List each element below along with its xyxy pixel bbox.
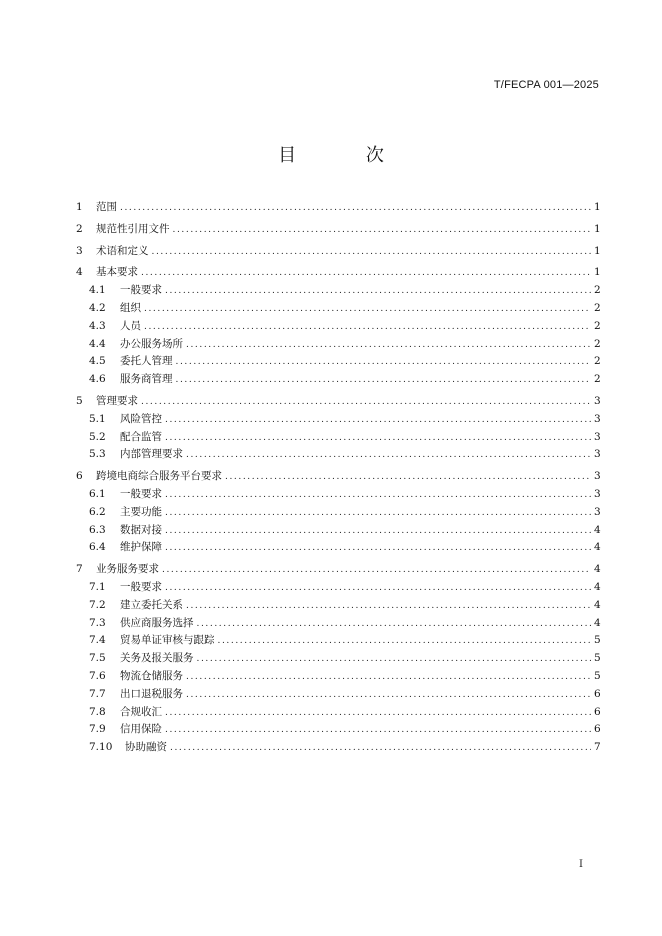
toc-entry-number: 6.3 (89, 523, 106, 536)
toc-entry-page: 3 (594, 412, 601, 425)
toc-entry[interactable] (76, 411, 600, 429)
toc-entry-number: 6 (76, 470, 83, 483)
toc-entry-page: 2 (594, 284, 601, 297)
toc-entry[interactable] (76, 597, 600, 615)
toc-entry[interactable] (76, 721, 600, 739)
document-id: T/FECPA 001—2025 (493, 79, 599, 91)
toc-entry-number: 6.4 (89, 541, 106, 554)
toc-entry-page: 2 (594, 319, 601, 332)
toc-dot-leader (186, 687, 591, 704)
toc-entry[interactable] (76, 282, 600, 300)
toc-entry-label: 协助融资 (125, 741, 167, 754)
toc-entry-label: 人员 (120, 319, 141, 332)
toc-dot-leader (162, 562, 591, 579)
toc-entry-number: 2 (76, 222, 83, 235)
toc-entry-number: 4.5 (89, 355, 106, 368)
toc-entry[interactable] (76, 336, 600, 354)
toc-entry-page: 3 (594, 505, 601, 518)
toc-entry-number: 7.8 (89, 705, 106, 718)
toc-entry[interactable] (76, 353, 600, 371)
toc-entry-page: 6 (594, 723, 601, 736)
toc-entry-label: 信用保险 (120, 723, 162, 736)
toc-entry-page: 6 (594, 705, 601, 718)
toc-entry[interactable] (76, 650, 600, 668)
toc-dot-leader (225, 469, 591, 486)
toc-entry-page: 3 (594, 448, 601, 461)
toc-entry[interactable] (76, 318, 600, 336)
toc-entry-label: 内部管理要求 (120, 448, 183, 461)
toc-dot-leader (165, 580, 591, 597)
toc-entry-label: 服务商管理 (120, 373, 173, 386)
toc-entry[interactable] (76, 615, 600, 633)
toc-dot-leader (176, 372, 592, 389)
toc-entry[interactable] (76, 221, 600, 239)
toc-dot-leader (165, 412, 591, 429)
toc-entry-page: 3 (594, 487, 601, 500)
toc-dot-leader (165, 430, 591, 447)
toc-entry-number: 7.7 (89, 687, 106, 700)
toc-entry-label: 跨境电商综合服务平台要求 (96, 470, 222, 483)
toc-dot-leader (120, 200, 591, 217)
toc-entry[interactable] (76, 429, 600, 447)
toc-dot-leader (186, 447, 591, 464)
toc-dot-leader (186, 337, 591, 354)
toc-entry[interactable] (76, 632, 600, 650)
toc-dot-leader (144, 301, 591, 318)
toc-dot-leader (170, 740, 591, 757)
toc-entry[interactable] (76, 539, 600, 557)
toc-entry-label: 一般要求 (120, 284, 162, 297)
toc-entry-page: 4 (594, 541, 601, 554)
toc-entry-page: 4 (594, 616, 601, 629)
toc-entry[interactable] (76, 704, 600, 722)
toc-entry-label: 风险管控 (120, 412, 162, 425)
toc-entry-page: 4 (594, 580, 601, 593)
toc-dot-leader (197, 616, 592, 633)
toc-entry-number: 7.6 (89, 669, 106, 682)
toc-entry-number: 7.2 (89, 598, 106, 611)
toc-dot-leader (186, 598, 591, 615)
toc-entry-page: 3 (594, 470, 601, 483)
toc-entry-label: 管理要求 (96, 394, 138, 407)
toc-entry-page: 3 (594, 394, 601, 407)
toc-entry-number: 5.2 (89, 430, 106, 443)
toc-entry-page: 4 (594, 523, 601, 536)
toc-entry-label: 出口退税服务 (120, 687, 183, 700)
toc-entry-number: 7.4 (89, 634, 106, 647)
toc-entry-page: 1 (594, 244, 601, 257)
toc-entry-number: 5.3 (89, 448, 106, 461)
toc-entry[interactable] (76, 504, 600, 522)
toc-entry-page: 5 (594, 669, 601, 682)
toc-dot-leader (165, 705, 591, 722)
toc-dot-leader (141, 394, 591, 411)
toc-entry-label: 关务及报关服务 (120, 652, 194, 665)
toc-entry[interactable] (76, 468, 600, 486)
toc-entry[interactable] (76, 686, 600, 704)
toc-entry[interactable] (76, 668, 600, 686)
toc-entry[interactable] (76, 264, 600, 282)
toc-dot-leader (165, 487, 591, 504)
toc-dot-leader (165, 505, 591, 522)
toc-dot-leader (165, 722, 591, 739)
toc-entry-page: 2 (594, 373, 601, 386)
toc-entry-label: 供应商服务选择 (120, 616, 194, 629)
toc-entry-page: 2 (594, 355, 601, 368)
toc-entry-label: 术语和定义 (96, 244, 149, 257)
toc-dot-leader (165, 540, 591, 557)
toc-entry-label: 范围 (96, 201, 117, 213)
toc-entry-number: 7.3 (89, 616, 106, 629)
toc-dot-leader (165, 283, 591, 300)
toc-entry-number: 7.1 (89, 580, 106, 593)
toc-entry[interactable] (76, 579, 600, 597)
toc-entry[interactable] (76, 522, 600, 540)
toc-entry-number: 7.5 (89, 652, 106, 665)
toc-entry[interactable] (76, 561, 600, 579)
toc-entry[interactable] (76, 199, 600, 217)
toc-entry-label: 一般要求 (120, 487, 162, 500)
table-of-contents (76, 199, 600, 757)
toc-title: 目 次 (278, 145, 416, 166)
toc-entry-label: 规范性引用文件 (96, 222, 170, 235)
toc-entry-number: 4.6 (89, 373, 106, 386)
toc-entry[interactable] (76, 393, 600, 411)
toc-entry-page: 7 (594, 741, 601, 754)
toc-entry-label: 数据对接 (120, 523, 162, 536)
toc-entry-number: 4.2 (89, 301, 106, 314)
toc-dot-leader (218, 633, 592, 650)
toc-entry-label: 办公服务场所 (120, 337, 183, 350)
toc-entry-page: 2 (594, 301, 601, 314)
toc-entry-number: 4.3 (89, 319, 106, 332)
toc-entry-label: 物流仓储服务 (120, 669, 183, 682)
toc-entry-number: 7.10 (89, 741, 113, 754)
toc-dot-leader (144, 319, 591, 336)
toc-entry-page: 1 (594, 201, 601, 213)
toc-entry-label: 基本要求 (96, 266, 138, 279)
toc-entry-label: 贸易单证审核与跟踪 (120, 634, 215, 647)
toc-entry-number: 5.1 (89, 412, 106, 425)
toc-entry-page: 6 (594, 687, 601, 700)
toc-entry-label: 组织 (120, 301, 141, 314)
toc-entry-label: 建立委托关系 (120, 598, 183, 611)
toc-entry-page: 5 (594, 634, 601, 647)
toc-entry-number: 3 (76, 244, 83, 257)
toc-entry[interactable] (76, 486, 600, 504)
toc-entry-label: 主要功能 (120, 505, 162, 518)
toc-entry-label: 业务服务要求 (96, 563, 159, 576)
toc-entry-number: 5 (76, 394, 83, 407)
toc-entry-label: 委托人管理 (120, 355, 173, 368)
toc-entry-number: 4.4 (89, 337, 106, 350)
toc-entry-page: 1 (594, 222, 601, 235)
toc-entry-page: 4 (594, 598, 601, 611)
toc-entry-page: 5 (594, 652, 601, 665)
toc-entry-number: 6.1 (89, 487, 106, 500)
toc-dot-leader (173, 222, 592, 239)
toc-entry-page: 3 (594, 430, 601, 443)
toc-entry-page: 4 (594, 563, 601, 576)
toc-entry-number: 4.1 (89, 284, 106, 297)
toc-dot-leader (165, 523, 591, 540)
toc-entry-page: 2 (594, 337, 601, 350)
toc-entry[interactable] (76, 300, 600, 318)
toc-entry[interactable] (76, 739, 600, 757)
toc-dot-leader (186, 669, 591, 686)
toc-dot-leader (152, 244, 592, 261)
toc-entry-number: 1 (76, 201, 83, 213)
toc-dot-leader (197, 651, 592, 668)
toc-entry-label: 维护保障 (120, 541, 162, 554)
toc-dot-leader (176, 354, 592, 371)
page-number: I (579, 859, 583, 870)
toc-entry-page: 1 (594, 266, 601, 279)
toc-entry-label: 配合监管 (120, 430, 162, 443)
toc-entry-label: 一般要求 (120, 580, 162, 593)
toc-entry[interactable] (76, 371, 600, 389)
toc-entry-number: 6.2 (89, 505, 106, 518)
toc-entry-number: 7.9 (89, 723, 106, 736)
toc-entry-number: 4 (76, 266, 83, 279)
toc-entry-label: 合规收汇 (120, 705, 162, 718)
toc-entry[interactable] (76, 446, 600, 464)
toc-entry[interactable] (76, 243, 600, 261)
toc-entry-number: 7 (76, 563, 83, 576)
toc-dot-leader (141, 265, 591, 282)
